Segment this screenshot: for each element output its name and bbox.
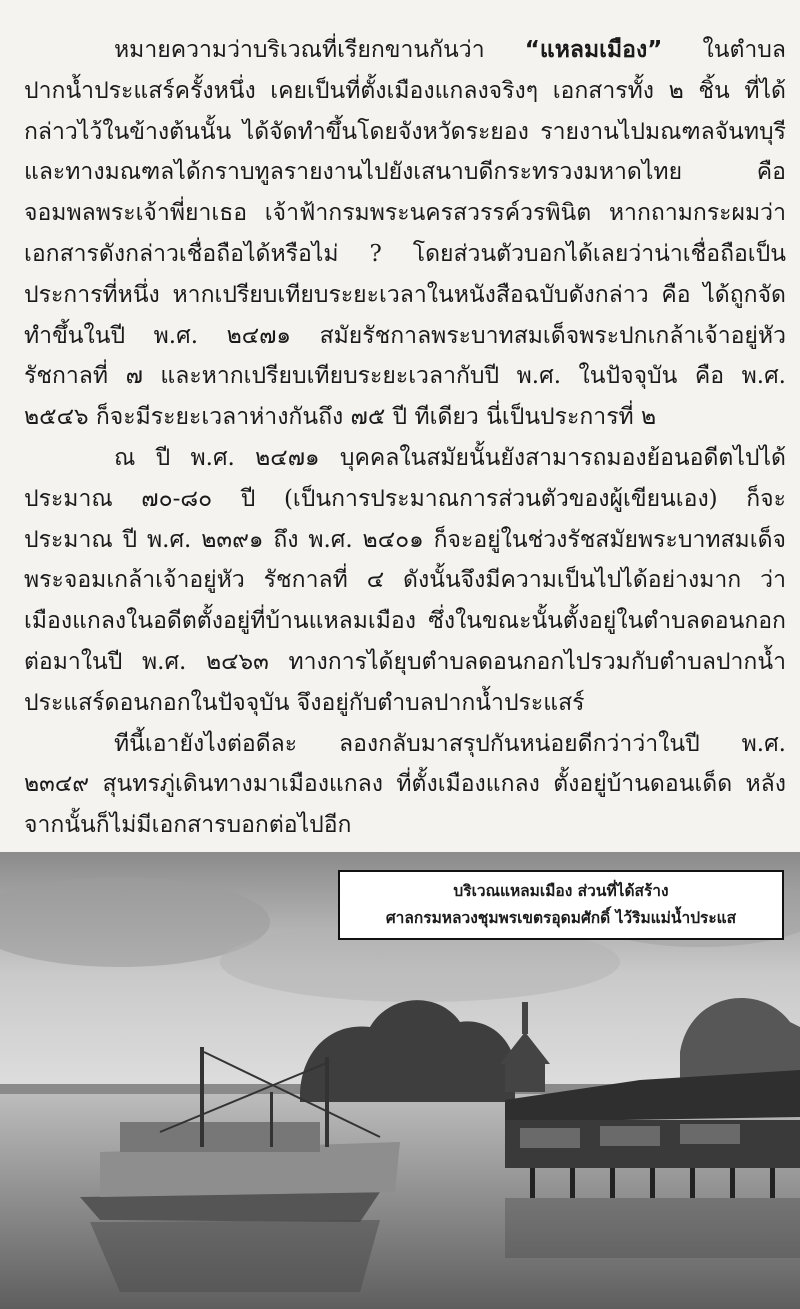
water-reflection: [90, 1220, 380, 1292]
body-text: [24, 30, 786, 846]
paragraph-3: ทีนี้เอายังไงต่อดีละ ลองกลับมาสรุปกันหน่อยดีกว่าว่าในปี พ.ศ. ๒๓๔๙ สุนทรภู่เดินทางมาเมืองแกลง ที่ตั้งเมืองแกลง ตั้งอยู่บ้านดอนเด็ด หลังจากนั้นก็ไม่มีเอกสารบอกต่อไปอีก: [24, 730, 786, 839]
paragraph-1-rest: ในตำบลปากน้ำประแสร์ครั้งหนึ่ง เคยเป็นที่ตั้งเมืองแกลงจริงๆ เอกสารทั้ง ๒ ชิ้น ที่ได้กล่าวไว้ในข้างต้นนั้น ได้จัดทำขึ้นโดยจังหวัดระยอง รายงานไปมณฑลจันทบุรีและทางมณฑลได้กราบทูลรายงานไปยังเสนาบดีกระทรวงมหาดไทย คือ จอมพลพระเจ้าพี่ยาเธอ เจ้าฟ้ากรมพระนครสวรรค์วรพินิต หากถามกระผมว่า เอกสารดังกล่าวเชื่อถือได้หรือไม่ ? โดยส่วนตัวบอกได้เลยว่าน่าเชื่อถือเป็นประการที่หนึ่ง หากเปรียบเทียบระยะเวลาในหนังสือฉบับดังกล่าว คือ ได้ถูกจัดทำขึ้นในปี พ.ศ. ๒๔๗๑ สมัยรัชกาลพระบาทสมเด็จพระปกเกล้าเจ้าอยู่หัว รัชกาลที่ ๗ และหากเปรียบเทียบระยะเวลากับปี พ.ศ. ในปัจจุบัน คือ พ.ศ. ๒๕๔๖ ก็จะมีระยะเวลาห่างกันถึง ๗๕ ปี ทีเดียว นี่เป็นประการที่ ๒: [24, 37, 786, 431]
photo-caption: [338, 870, 784, 940]
paragraph-2: ณ ปี พ.ศ. ๒๔๗๑ บุคคลในสมัยนั้นยังสามารถมองย้อนอดีตไปได้ประมาณ ๗๐-๘๐ ปี (เป็นการประมาณการส่วนตัวของผู้เขียนเอง) ก็จะประมาณ ปี พ.ศ. ๒๓๙๑ ถึง พ.ศ. ๒๔๐๑ ก็จะอยู่ในช่วงรัชสมัยพระบาทสมเด็จพระจอมเกล้าเจ้าอยู่หัว รัชกาลที่ ๔ ดังนั้นจึงมีความเป็นไปได้อย่างมาก ว่าเมืองแกลงในอดีตตั้งอยู่ที่บ้านแหลมเมือง ซึ่งในขณะนั้นตั้งอยู่ในตำบลดอนกอก ต่อมาในปี พ.ศ. ๒๔๖๓ ทางการได้ยุบตำบลดอนกอกไปรวมกับตำบลปากน้ำประแสร์ดอนกอกในปัจจุบัน จึงอยู่กับตำบลปากน้ำประแสร์: [24, 444, 786, 716]
caption-line-2: ศาลกรมหลวงชุมพรเขตรอุดมศักดิ์ ไว้ริมแม่น้ำประแส: [385, 909, 737, 927]
highlighted-term: “แหลมเมือง”: [524, 37, 663, 63]
caption-line-1: บริเวณแหลมเมือง ส่วนที่ได้สร้าง: [453, 882, 669, 900]
paragraph-1: [24, 30, 786, 438]
paragraph-1-start: หมายความว่าบริเวณที่เรียกขานกันว่า: [114, 37, 525, 63]
reflection-band: [505, 1198, 800, 1258]
